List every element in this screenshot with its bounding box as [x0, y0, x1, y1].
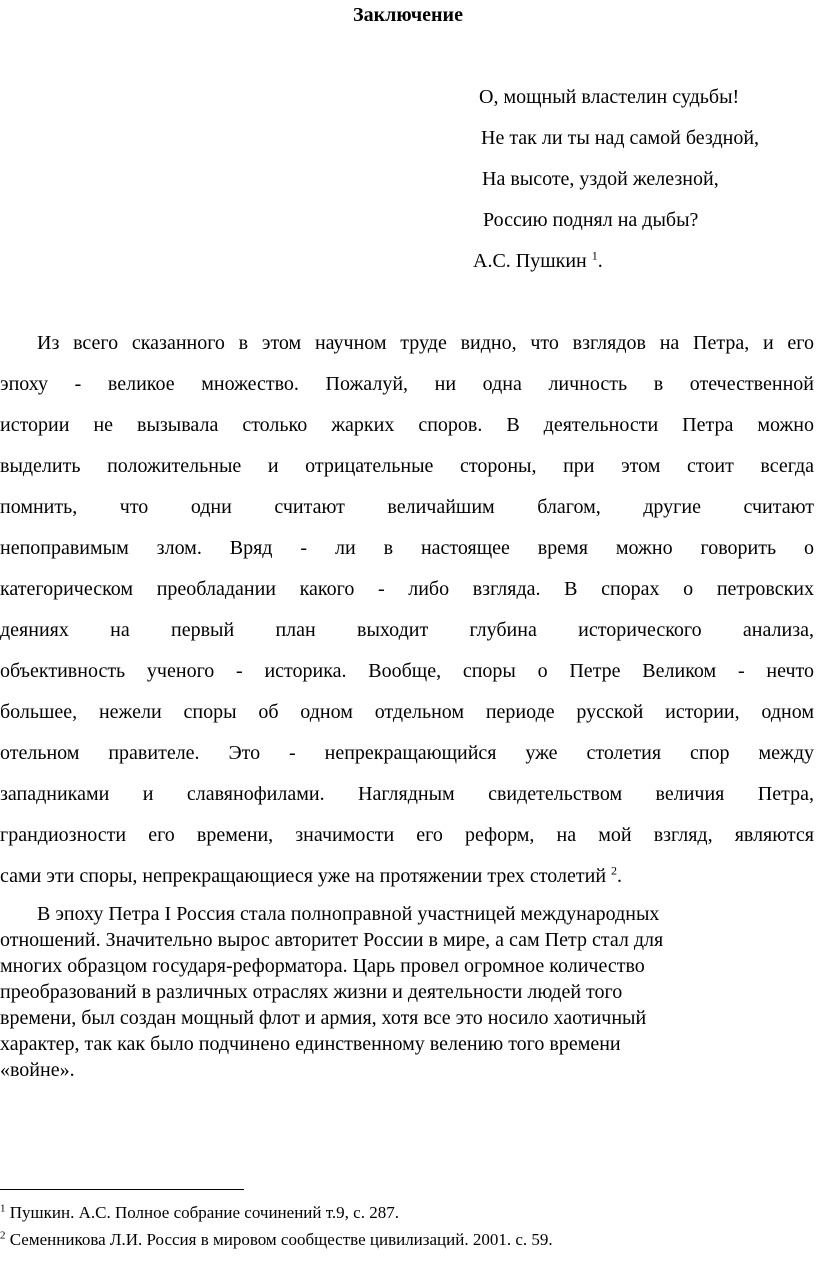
footnote-number: 1 [0, 1202, 6, 1215]
epigraph-author-name: А.С. Пушкин [473, 250, 587, 272]
epigraph-line: Не так ли ты над самой бездной, [481, 127, 760, 149]
paragraph-line: непоправимым злом. Вряд - ли в настоящее время можно говорить о [0, 537, 814, 559]
paragraph-line: истории не вызывала столько жарких споров. В деятельности Петра можно [0, 414, 814, 436]
paragraph-last-line [0, 856, 816, 897]
paragraph-line: выделить положительные и отрицательные стороны, при этом стоит всегда [0, 455, 814, 477]
footnote-1 [0, 1203, 399, 1223]
footnote-text: Пушкин. А.С. Полное собрание сочинений т.9, с. 287. [5, 1203, 399, 1222]
footnote-text: Семенникова Л.И. Россия в мировом сообществе цивилизаций. 2001. с. 59. [5, 1230, 553, 1249]
paragraph-line: отношений. Значительно вырос авторитет России в мире, а сам Петр стал для [0, 929, 664, 951]
footnote-2 [0, 1230, 553, 1250]
footnote-number: 2 [0, 1229, 6, 1242]
paragraph-line: большее, нежели споры об одном отдельном периоде русской истории, одном [0, 701, 814, 723]
epigraph-line: Россию поднял на дыбы? [483, 209, 699, 231]
footnote-ref[interactable]: 2 [611, 863, 618, 878]
paragraph-line: времени, был создан мощный флот и армия, хотя все это носило хаотичный [0, 1007, 647, 1029]
paragraph-line: В эпоху Петра I Россия стала полноправной участницей международных [37, 903, 660, 925]
paragraph-line: деяниях на первый план выходит глубина исторического анализа, [0, 619, 814, 641]
footnote-separator [0, 1189, 244, 1190]
paragraph-line: отельном правителе. Это - непрекращающийся уже столетия спор между [0, 742, 814, 764]
paragraph-line: категорическом преобладании какого - либо взгляда. В спорах о петровских [0, 578, 814, 600]
footnote-ref[interactable]: 1 [591, 248, 598, 263]
page-title: Заключение [353, 4, 463, 26]
paragraph-line: преобразований в различных отраслях жизни и деятельности людей того [0, 981, 623, 1003]
paragraph-line: объективность ученого - историка. Вообще, споры о Петре Великом - нечто [0, 660, 814, 682]
epigraph-line: На высоте, уздой железной, [482, 168, 719, 190]
paragraph-line: характер, так как было подчинено единственному велению того времени [0, 1033, 621, 1055]
paragraph-line: грандиозности его времени, значимости его реформ, на мой взгляд, являются [0, 824, 814, 846]
paragraph-line: «войне». [0, 1059, 75, 1081]
body-paragraph-1 [0, 323, 816, 897]
paragraph-line: эпоху - великое множество. Пожалуй, ни одна личность в отечественной [0, 373, 814, 395]
epigraph-author [473, 250, 603, 273]
paragraph-line-text: сами эти споры, непрекращающиеся уже на протяжении трех столетий [0, 865, 607, 887]
paragraph-line: западниками и славянофилами. Наглядным свидетельством величия Петра, [0, 783, 814, 805]
body-paragraph-2 [0, 901, 816, 1083]
paragraph-line-tail: . [617, 865, 623, 887]
paragraph-line: многих образцом государя-реформатора. Царь провел огромное количество [0, 955, 645, 977]
epigraph-line: О, мощный властелин судьбы! [479, 86, 740, 108]
paragraph-line: Из всего сказанного в этом научном труде видно, что взглядов на Петра, и его [37, 332, 814, 354]
paragraph-line: помнить, что одни считают величайшим благом, другие считают [0, 496, 814, 518]
epigraph-author-tail: . [597, 250, 603, 272]
